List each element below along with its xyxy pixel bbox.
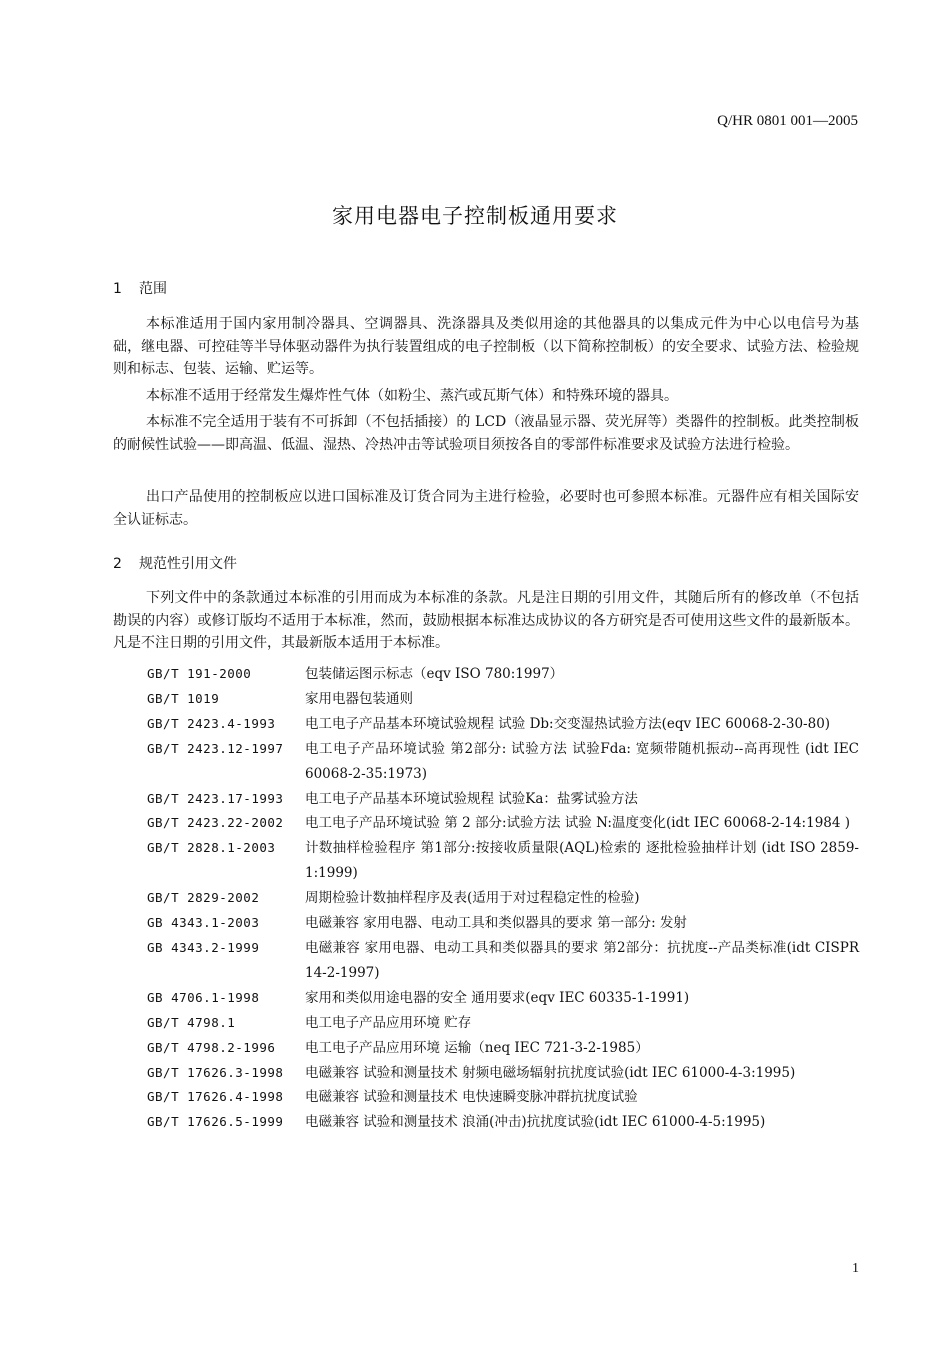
reference-title: 电磁兼容 家用电器、电动工具和类似器具的要求 第一部分: 发射 [305, 915, 687, 932]
reference-code: GB 4343.1-2003 [147, 915, 260, 931]
reference-item [147, 1085, 859, 1110]
reference-code: GB/T 4798.1 [147, 1014, 236, 1030]
reference-title: 电工电子产品环境试验 第 2 部分:试验方法 试验 N:温度变化(idt IEC 60068-2-14:1984 ) [305, 815, 851, 832]
reference-title: 电磁兼容 试验和测量技术 射频电磁场辐射抗扰度试验(idt IEC 61000-4-3:1995) [305, 1064, 796, 1081]
reference-title: 家用电器包装通则 [305, 690, 413, 707]
reference-code: GB/T 4798.2-1996 [147, 1039, 276, 1055]
reference-code: GB/T 17626.3-1998 [147, 1064, 284, 1080]
reference-code: GB/T 2829-2002 [147, 890, 260, 906]
section-number: 2 [113, 556, 122, 572]
document-code: Q/HR 0801 001—2005 [717, 113, 858, 129]
scope-paragraph-2: 本标准不适用于经常发生爆炸性气体（如粉尘、蒸汽或瓦斯气体）和特殊环境的器具。 [146, 388, 678, 404]
reference-item [147, 1061, 859, 1086]
reference-title: 包装储运图示标志（eqv ISO 780:1997） [305, 666, 564, 682]
reference-item [147, 687, 859, 712]
document-title: 家用电器电子控制板通用要求 [332, 204, 618, 228]
reference-code: GB/T 2423.12-1997 [147, 740, 284, 756]
reference-item [147, 811, 859, 836]
reference-title: 电工电子产品应用环境 贮存 [305, 1014, 472, 1031]
reference-code: GB/T 2423.4-1993 [147, 715, 276, 731]
references-intro: 下列文件中的条款通过本标准的引用而成为本标准的条款。凡是注日期的引用文件，其随后所有的修改单（不包括勘误的内容）或修订版均不适用于本标准，然而，鼓励根据本标准达成协议的各方研究是否可使用这些文件的最新版本。凡是不注日期的引用文件，其最新版本适用于本标准。 [113, 590, 859, 651]
reference-title: 电磁兼容 试验和测量技术 电快速瞬变脉冲群抗扰度试验 [305, 1089, 638, 1106]
reference-item [147, 737, 859, 787]
reference-item [147, 1036, 859, 1061]
scope-paragraph-1: 本标准适用于国内家用制冷器具、空调器具、洗涤器具及类似用途的其他器具的以集成元件为中心以电信号为基础，继电器、可控硅等半导体驱动器件为执行装置组成的电子控制板（以下简称控制板）的安全要求、试验方法、检验规则和标志、包装、运输、贮运等。 [113, 316, 859, 377]
reference-title: 电磁兼容 试验和测量技术 浪涌(冲击)抗扰度试验(idt IEC 61000-4-5:1995) [305, 1114, 766, 1131]
reference-code: GB/T 2423.17-1993 [147, 790, 284, 806]
reference-item [147, 986, 859, 1011]
reference-code: GB/T 1019 [147, 690, 220, 706]
reference-code: GB/T 17626.5-1999 [147, 1114, 284, 1130]
scope-paragraph-4: 出口产品使用的控制板应以进口国标准及订货合同为主进行检验，必要时也可参照本标准。元器件应有相关国际安全认证标志。 [113, 489, 859, 528]
reference-title: 周期检验计数抽样程序及表(适用于对过程稳定性的检验) [305, 890, 640, 907]
reference-item [147, 886, 859, 911]
reference-code: GB/T 191-2000 [147, 666, 252, 681]
section-number: 1 [113, 281, 122, 297]
reference-title: 计数抽样检验程序 第1部分:按接收质量限(AQL)检索的 逐批检验抽样计划 (idt ISO 2859-1:1999) [305, 840, 859, 882]
reference-list [147, 662, 859, 1135]
reference-title: 电工电子产品基本环境试验规程 试验Ka：盐雾试验方法 [305, 790, 638, 807]
reference-title: 电工电子产品应用环境 运输（neq IEC 721-3-2-1985） [305, 1039, 649, 1056]
reference-code: GB 4706.1-1998 [147, 989, 260, 1005]
reference-title: 电工电子产品环境试验 第2部分: 试验方法 试验Fda: 宽频带随机振动--高再现性 (idt IEC 60068-2-35:1973) [305, 740, 859, 782]
scope-paragraph-3: 本标准不完全适用于装有不可拆卸（不包括插接）的 LCD（液晶显示器、荧光屏等）类器件的控制板。此类控制板的耐候性试验——即高温、低温、湿热、冷热冲击等试验项目须按各自的零部件标准要求及试验方法进行检验。 [113, 414, 859, 453]
reference-item [147, 787, 859, 812]
reference-title: 电磁兼容 家用电器、电动工具和类似器具的要求 第2部分：抗扰度--产品类标准(idt CISPR 14-2-1997) [305, 939, 859, 981]
reference-title: 电工电子产品基本环境试验规程 试验 Db:交变湿热试验方法(eqv IEC 60068-2-30-80) [305, 715, 831, 732]
reference-title: 家用和类似用途电器的安全 通用要求(eqv IEC 60335-1-1991) [305, 989, 690, 1006]
page-number: 1 [852, 1261, 859, 1276]
reference-item [147, 662, 859, 687]
section-1-heading [113, 278, 167, 298]
reference-item [147, 911, 859, 936]
reference-item [147, 836, 859, 886]
reference-item [147, 936, 859, 986]
reference-item [147, 712, 859, 737]
reference-code: GB 4343.2-1999 [147, 939, 260, 955]
reference-code: GB/T 2423.22-2002 [147, 815, 284, 831]
section-title: 规范性引用文件 [139, 556, 237, 572]
section-2-heading [113, 553, 237, 573]
reference-item [147, 1011, 859, 1036]
section-title: 范围 [139, 281, 167, 297]
reference-code: GB/T 17626.4-1998 [147, 1089, 284, 1105]
reference-item [147, 1110, 859, 1135]
reference-code: GB/T 2828.1-2003 [147, 840, 276, 856]
